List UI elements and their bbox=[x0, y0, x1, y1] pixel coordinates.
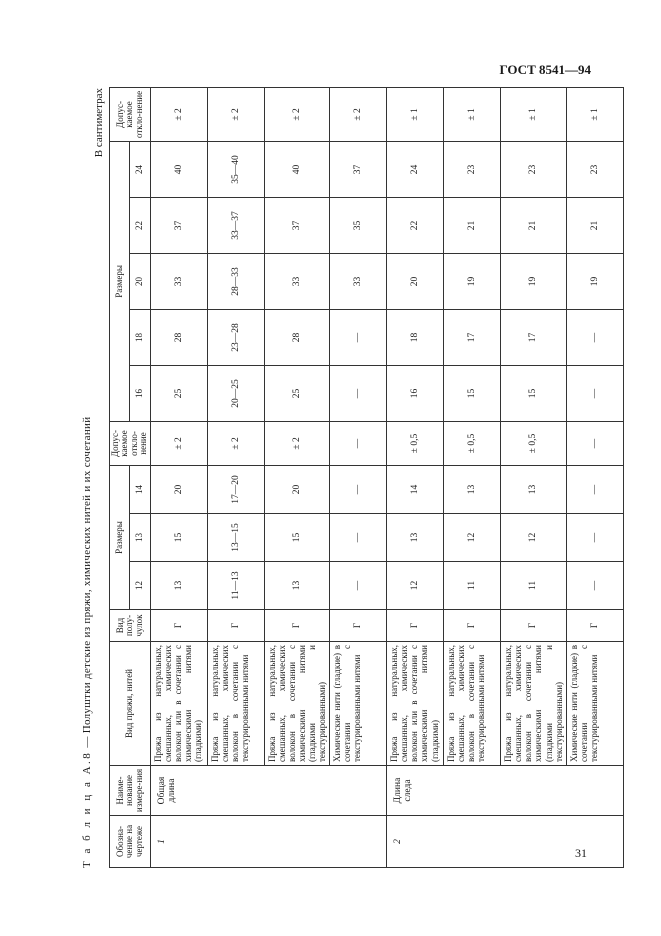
header-size: 18 bbox=[130, 309, 150, 365]
row-description: Пряжа из натуральных, смешанных, химических волокон или в сочетании с химическими нитями (гладкими) bbox=[387, 642, 444, 766]
table-row bbox=[444, 87, 501, 867]
cell-value: ± 0,5 bbox=[444, 421, 501, 465]
header-size: 22 bbox=[130, 197, 150, 253]
cell-value: — bbox=[566, 365, 623, 421]
cell-value: 22 bbox=[387, 197, 444, 253]
row-type: Г bbox=[207, 610, 264, 642]
table-row bbox=[501, 87, 566, 867]
row-designation: 1 bbox=[150, 816, 386, 868]
cell-value: 33 bbox=[264, 253, 329, 309]
header-size: 16 bbox=[130, 365, 150, 421]
cell-value: 21 bbox=[566, 197, 623, 253]
cell-value: 33 bbox=[330, 253, 387, 309]
caption-label: Т а б л и ц а А.8 bbox=[81, 750, 93, 868]
cell-value: ± 0,5 bbox=[501, 421, 566, 465]
row-type: Г bbox=[566, 610, 623, 642]
table-caption bbox=[81, 417, 93, 868]
cell-value: — bbox=[330, 365, 387, 421]
cell-value: 21 bbox=[501, 197, 566, 253]
cell-value: 11 bbox=[444, 562, 501, 610]
cell-value: 28 bbox=[150, 309, 207, 365]
cell-value: 37 bbox=[150, 197, 207, 253]
header-size: 14 bbox=[130, 465, 150, 513]
cell-value: 40 bbox=[264, 141, 329, 197]
cell-value: 12 bbox=[444, 514, 501, 562]
cell-value: 16 bbox=[387, 365, 444, 421]
cell-value: 15 bbox=[501, 365, 566, 421]
cell-value: 13 bbox=[264, 562, 329, 610]
cell-value: ± 2 bbox=[330, 87, 387, 141]
cell-value: 33 bbox=[150, 253, 207, 309]
header-designation: Обозна-чение на чертеже bbox=[110, 816, 151, 868]
cell-value: 19 bbox=[566, 253, 623, 309]
cell-value: 11—13 bbox=[207, 562, 264, 610]
cell-value: 35 bbox=[330, 197, 387, 253]
header-size: 24 bbox=[130, 141, 150, 197]
cell-value: 40 bbox=[150, 141, 207, 197]
cell-value: 19 bbox=[501, 253, 566, 309]
cell-value: 28—33 bbox=[207, 253, 264, 309]
cell-value: 25 bbox=[150, 365, 207, 421]
row-description: Химические нити (гладкие) в сочетании с текстурированными нитями bbox=[330, 642, 387, 766]
cell-value: 11 bbox=[501, 562, 566, 610]
caption-title: — Полуштки детские из пряжи, химических нитей и их сочетаний bbox=[81, 416, 93, 748]
cell-value: — bbox=[566, 514, 623, 562]
cell-value: ± 0,5 bbox=[387, 421, 444, 465]
cell-value: 15 bbox=[264, 514, 329, 562]
row-description: Пряжа из натуральных, смешанных, химических волокон в сочетании с текстурированными нитями bbox=[207, 642, 264, 766]
cell-value: — bbox=[330, 562, 387, 610]
header-stocking-type: Вид полу-чулок bbox=[110, 610, 151, 642]
cell-value: 37 bbox=[264, 197, 329, 253]
table-row bbox=[330, 87, 387, 867]
cell-value: — bbox=[330, 514, 387, 562]
cell-value: 19 bbox=[444, 253, 501, 309]
cell-value: 20 bbox=[264, 465, 329, 513]
row-description: Пряжа из натуральных, смешанных, химических волокон или в сочетании с химическими нитями (гладкими) bbox=[150, 642, 207, 766]
cell-value: ± 2 bbox=[150, 87, 207, 141]
cell-value: 13 bbox=[150, 562, 207, 610]
cell-value: 28 bbox=[264, 309, 329, 365]
cell-value: ± 2 bbox=[264, 421, 329, 465]
cell-value: 23 bbox=[501, 141, 566, 197]
cell-value: ± 1 bbox=[387, 87, 444, 141]
row-type: Г bbox=[387, 610, 444, 642]
cell-value: 23 bbox=[566, 141, 623, 197]
cell-value: 18 bbox=[387, 309, 444, 365]
rotated-table-block bbox=[81, 88, 600, 868]
cell-value: — bbox=[330, 421, 387, 465]
table-row bbox=[207, 87, 264, 867]
header-sizes-a: Размеры bbox=[110, 465, 130, 609]
cell-value: 12 bbox=[501, 514, 566, 562]
row-description: Химические нити (гладкие) в сочетании с текстурированными нитями bbox=[566, 642, 623, 766]
cell-value: — bbox=[566, 562, 623, 610]
header-tolerance-a: Допус-каемое откло-нение bbox=[110, 421, 151, 465]
cell-value: 17 bbox=[444, 309, 501, 365]
cell-value: — bbox=[566, 465, 623, 513]
sizes-table bbox=[109, 87, 624, 868]
cell-value: ± 2 bbox=[207, 87, 264, 141]
cell-value: — bbox=[566, 309, 623, 365]
row-type: Г bbox=[150, 610, 207, 642]
cell-value: 13—15 bbox=[207, 514, 264, 562]
cell-value: — bbox=[566, 421, 623, 465]
cell-value: 13 bbox=[501, 465, 566, 513]
header-yarn-type: Вид пряжи, нитей bbox=[110, 642, 151, 766]
row-type: Г bbox=[264, 610, 329, 642]
cell-value: ± 1 bbox=[501, 87, 566, 141]
cell-value: 37 bbox=[330, 141, 387, 197]
cell-value: 21 bbox=[444, 197, 501, 253]
header-size: 13 bbox=[130, 514, 150, 562]
standard-header: ГОСТ 8541—94 bbox=[499, 62, 591, 77]
cell-value: ± 1 bbox=[444, 87, 501, 141]
cell-value: 20 bbox=[150, 465, 207, 513]
cell-value: 33—37 bbox=[207, 197, 264, 253]
cell-value: 17—20 bbox=[207, 465, 264, 513]
cell-value: 13 bbox=[387, 514, 444, 562]
table-row bbox=[150, 87, 207, 867]
cell-value: 12 bbox=[387, 562, 444, 610]
cell-value: 20 bbox=[387, 253, 444, 309]
cell-value: 15 bbox=[444, 365, 501, 421]
row-type: Г bbox=[330, 610, 387, 642]
header-tolerance-b: Допус-каемое откло-нение bbox=[110, 87, 151, 141]
header-measure-name: Наиме-нование измере-ния bbox=[110, 766, 151, 816]
row-type: Г bbox=[444, 610, 501, 642]
cell-value: 25 bbox=[264, 365, 329, 421]
cell-value: 15 bbox=[150, 514, 207, 562]
cell-value: — bbox=[330, 309, 387, 365]
table-row bbox=[264, 87, 329, 867]
cell-value: — bbox=[330, 465, 387, 513]
cell-value: ± 2 bbox=[150, 421, 207, 465]
row-description: Пряжа из натуральных, смешанных, химических волокон в сочетании с химическими нитями (гладкими и текстурированными) bbox=[264, 642, 329, 766]
row-designation: 2 bbox=[387, 816, 623, 868]
cell-value: 23 bbox=[444, 141, 501, 197]
row-measure-name: Общая длина bbox=[150, 766, 386, 816]
row-measure-name: Длина следа bbox=[387, 766, 623, 816]
table-row bbox=[566, 87, 623, 867]
row-description: Пряжа из натуральных, смешанных, химических волокон в сочетании с химическими нитями (гладкими и текстурированными) bbox=[501, 642, 566, 766]
table-row bbox=[387, 87, 444, 867]
cell-value: ± 2 bbox=[264, 87, 329, 141]
header-size: 20 bbox=[130, 253, 150, 309]
cell-value: 23—28 bbox=[207, 309, 264, 365]
cell-value: 17 bbox=[501, 309, 566, 365]
cell-value: ± 2 bbox=[207, 421, 264, 465]
page-number: 31 bbox=[575, 846, 587, 860]
cell-value: 14 bbox=[387, 465, 444, 513]
cell-value: 20—25 bbox=[207, 365, 264, 421]
row-type: Г bbox=[501, 610, 566, 642]
cell-value: 24 bbox=[387, 141, 444, 197]
cell-value: 35—40 bbox=[207, 141, 264, 197]
cell-value: ± 1 bbox=[566, 87, 623, 141]
units-note: В сантиметрах bbox=[93, 88, 105, 158]
row-description: Пряжа из натуральных, смешанных, химических волокон в сочетании с текстурированными нитями bbox=[444, 642, 501, 766]
header-size: 12 bbox=[130, 562, 150, 610]
cell-value: 13 bbox=[444, 465, 501, 513]
header-sizes-b: Размеры bbox=[110, 141, 130, 421]
